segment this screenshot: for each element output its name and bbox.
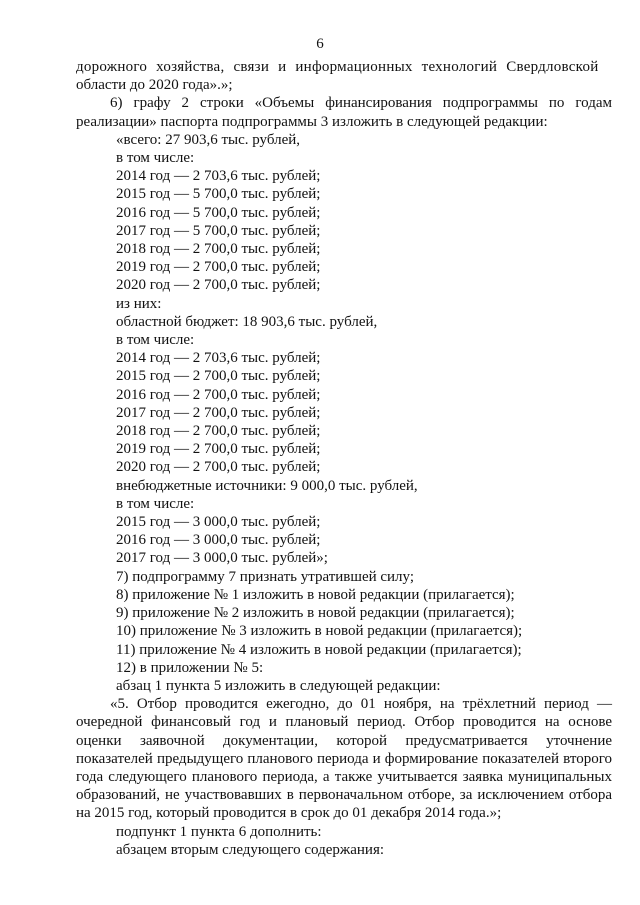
list-item: 2017 год — 2 700,0 тыс. рублей; bbox=[116, 404, 321, 421]
list-item: 11) приложение № 4 изложить в новой редакции (прилагается); bbox=[116, 641, 522, 658]
list-item: 2016 год — 3 000,0 тыс. рублей; bbox=[116, 532, 321, 549]
list-item: 8) приложение № 1 изложить в новой редакции (прилагается); bbox=[116, 586, 515, 603]
text-line: области до 2020 года».»; bbox=[76, 77, 233, 94]
list-item: 2019 год — 2 700,0 тыс. рублей; bbox=[116, 441, 321, 458]
list-item: 2016 год — 2 700,0 тыс. рублей; bbox=[116, 386, 321, 403]
list-item: 2015 год — 5 700,0 тыс. рублей; bbox=[116, 186, 321, 203]
list-item: 2017 год — 5 700,0 тыс. рублей; bbox=[116, 222, 321, 239]
text-line: из них: bbox=[116, 295, 162, 312]
list-item: 2019 год — 2 700,0 тыс. рублей; bbox=[116, 259, 321, 276]
document-body bbox=[76, 58, 612, 859]
list-item: 12) в приложении № 5: bbox=[116, 659, 264, 676]
text-line: в том числе: bbox=[116, 150, 195, 167]
text-line: абзац 1 пункта 5 изложить в следующей редакции: bbox=[116, 677, 441, 694]
list-item: 2020 год — 2 700,0 тыс. рублей; bbox=[116, 459, 321, 476]
list-item: 10) приложение № 3 изложить в новой редакции (прилагается); bbox=[116, 623, 523, 640]
list-item: 7) подпрограмму 7 признать утратившей силу; bbox=[116, 568, 415, 585]
text-line: в том числе: bbox=[116, 332, 195, 349]
paragraph-item-6: 6) графу 2 строки «Объемы финансирования подпрограммы по годам реализации» паспорта подпрограммы 3 изложить в следующей редакции: bbox=[76, 95, 612, 130]
list-item: 2015 год — 3 000,0 тыс. рублей; bbox=[116, 514, 321, 531]
paragraph-point-5: «5. Отбор проводится ежегодно, до 01 ноября, на трёхлетний период — очередной финансовый год и плановый период. Отбор проводится на основе оценки заявочной документации, которой предусматривается уточнение показателей предыдущего планового периода и формирование показателей второго года следующего планового периода, а также учитывается заявка муниципальных образований, не участвовавших в первоначальном отборе, за исключением отбора на 2015 год, который проводится в срок до 01 декабря 2014 года.»; bbox=[76, 696, 612, 822]
text-line: подпункт 1 пункта 6 дополнить: bbox=[116, 823, 322, 840]
list-item: 2017 год — 3 000,0 тыс. рублей»; bbox=[116, 550, 328, 567]
text-line: областной бюджет: 18 903,6 тыс. рублей, bbox=[116, 313, 378, 330]
list-item: 2018 год — 2 700,0 тыс. рублей; bbox=[116, 423, 321, 440]
list-item: 2015 год — 2 700,0 тыс. рублей; bbox=[116, 368, 321, 385]
text-line: в том числе: bbox=[116, 495, 195, 512]
list-item: 2020 год — 2 700,0 тыс. рублей; bbox=[116, 277, 321, 294]
list-item: 2018 год — 2 700,0 тыс. рублей; bbox=[116, 241, 321, 258]
list-item: 9) приложение № 2 изложить в новой редакции (прилагается); bbox=[116, 605, 515, 622]
text-line: внебюджетные источники: 9 000,0 тыс. рублей, bbox=[116, 477, 418, 494]
list-item: 2014 год — 2 703,6 тыс. рублей; bbox=[116, 168, 321, 185]
text-line: абзацем вторым следующего содержания: bbox=[116, 841, 385, 858]
list-item: 2014 год — 2 703,6 тыс. рублей; bbox=[116, 350, 321, 367]
text-line: «всего: 27 903,6 тыс. рублей, bbox=[116, 131, 301, 148]
list-item: 2016 год — 5 700,0 тыс. рублей; bbox=[116, 204, 321, 221]
page-number: 6 bbox=[316, 36, 324, 52]
text-line: дорожного хозяйства, связи и информационных технологий Свердловской bbox=[76, 59, 599, 75]
